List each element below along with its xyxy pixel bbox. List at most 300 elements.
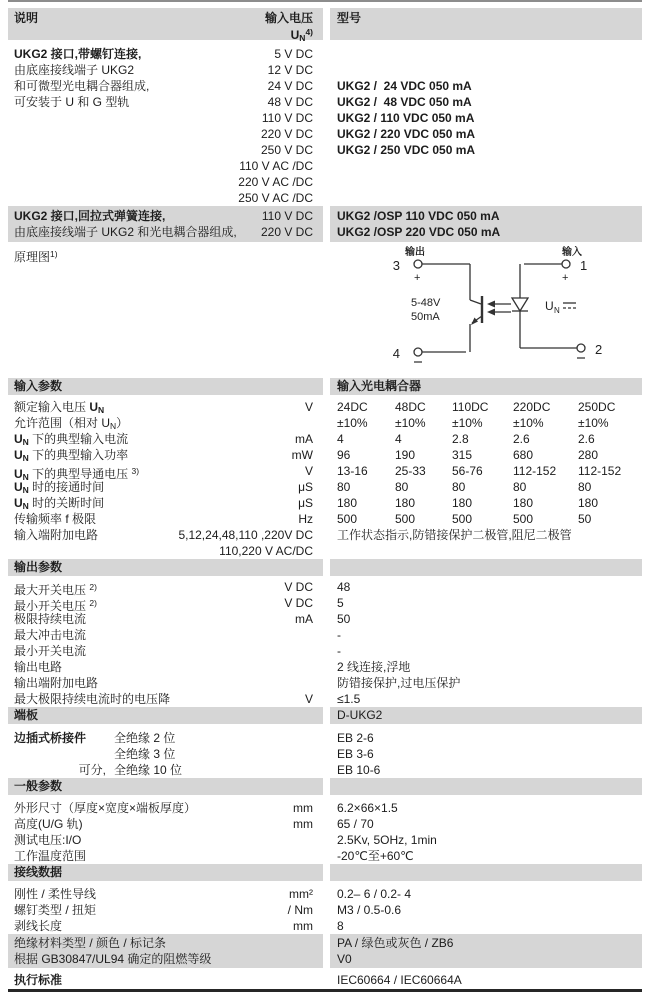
label-segment: U xyxy=(14,496,23,510)
row-right xyxy=(330,848,642,864)
output-params-table xyxy=(8,579,642,707)
insulation-label: 绝缘材料类型 / 颜色 / 标记条 xyxy=(14,936,167,950)
insulation-label: 根据 GB30847/UL94 确定的阻燃等级 xyxy=(14,952,212,966)
model-number: UKG2 /OSP 220 VDC 050 mA xyxy=(337,225,501,239)
label-segment: N xyxy=(98,405,105,415)
spec-label xyxy=(14,447,292,463)
model-number xyxy=(330,46,642,62)
spec-value: 48 xyxy=(337,580,351,594)
product-description: UKG2 接口,带螺钉连接, xyxy=(14,47,142,61)
label-segment: 2) xyxy=(89,598,97,608)
standard-value: IEC60664 / IEC60664A xyxy=(337,973,462,987)
bridge-label: 全绝缘 10 位 xyxy=(114,763,183,777)
spec-unit: / Nm xyxy=(287,903,313,917)
light-arrow-icon xyxy=(487,309,495,316)
row-left xyxy=(8,848,323,864)
spec-value: 280 xyxy=(578,448,599,462)
spec-value: 8 xyxy=(337,919,344,933)
row-left xyxy=(8,511,323,527)
row-right xyxy=(330,659,642,675)
label-segment: 最大冲击电流 xyxy=(14,628,87,642)
row-right xyxy=(330,832,642,848)
spec-value: 2.8 xyxy=(452,432,469,446)
value-grid xyxy=(337,463,642,479)
row-right xyxy=(330,675,642,691)
label-segment: 最大极限持续电流时的电压降 xyxy=(14,692,171,706)
row-left xyxy=(8,543,323,559)
spec-row xyxy=(8,691,642,707)
column-header-model: 型号 xyxy=(337,11,362,25)
label-segment: 最大开关电压 xyxy=(14,583,90,597)
spec-unit: V xyxy=(304,400,313,414)
row-left xyxy=(8,62,323,78)
label-segment: 允许范围（相对 xyxy=(14,416,102,430)
spec-row xyxy=(8,918,642,934)
row-left xyxy=(8,886,323,902)
section-title: 一般参数 xyxy=(8,778,323,795)
section-band-insulation xyxy=(8,934,642,968)
section-title: 输出参数 xyxy=(8,559,323,576)
input-voltage-value: 110 V DC xyxy=(261,209,313,223)
spec-value: ±10% xyxy=(513,416,544,430)
header-left xyxy=(8,8,323,43)
spec-unit: V xyxy=(304,464,313,478)
row-left xyxy=(8,158,323,174)
label-segment: 工作温度范围 xyxy=(14,849,87,863)
osp-row xyxy=(14,208,313,224)
column-header-description: 说明 xyxy=(14,11,39,25)
value-grid xyxy=(337,495,642,511)
terminal-2 xyxy=(577,344,585,352)
spec-label xyxy=(14,527,178,543)
value-grid xyxy=(337,399,642,415)
section-title: 输入参数 xyxy=(8,378,323,395)
spec-unit: mm xyxy=(293,919,313,933)
spec-unit: mm xyxy=(293,817,313,831)
spec-value: 180 xyxy=(578,496,599,510)
rating-voltage: 5-48V xyxy=(411,297,441,309)
spec-label xyxy=(14,479,298,495)
spec-value: 110DC xyxy=(452,400,489,414)
spec-unit: mA xyxy=(295,432,313,446)
label-segment: N xyxy=(110,421,117,431)
spec-unit: 110,220 V AC/DC xyxy=(219,544,313,558)
model-number xyxy=(330,190,642,206)
spec-value: 220DC xyxy=(513,400,551,414)
product-description: 由底座接线端子 UKG2 xyxy=(14,63,135,77)
input-voltage-value: 220 V DC xyxy=(260,225,313,239)
input-voltage-value: 12 V DC xyxy=(267,63,313,77)
model-number: UKG2 / 24 VDC 050 mA xyxy=(337,79,472,93)
spec-value: 112-152 xyxy=(578,464,622,478)
row-left xyxy=(8,126,323,142)
input-voltage-value: 110 V AC /DC xyxy=(239,159,313,173)
row-right xyxy=(330,399,642,415)
row-left xyxy=(8,110,323,126)
input-voltage-value: 24 V DC xyxy=(267,79,313,93)
label-segment: 输入端附加电路 xyxy=(14,528,99,542)
label-segment: 时的接通时间 xyxy=(28,480,105,494)
model-number: UKG2 / 48 VDC 050 mA xyxy=(337,95,472,109)
label-segment: N xyxy=(22,485,29,495)
spec-label xyxy=(14,463,305,482)
spec-row xyxy=(8,800,642,816)
value-grid xyxy=(337,415,642,431)
insulation-value: V0 xyxy=(337,952,352,966)
product-row xyxy=(8,142,642,158)
spec-row xyxy=(8,479,642,495)
spec-unit: 5,12,24,48,110 ,220V DC xyxy=(178,528,313,542)
spec-value: 2 线连接,浮地 xyxy=(337,660,411,674)
label-segment: 刚性 / 柔性导线 xyxy=(14,887,97,901)
bridge-row xyxy=(8,746,642,762)
label-segment: 高度(U/G 轨) xyxy=(14,817,83,831)
label-segment: N xyxy=(22,501,29,511)
section-band-wiring xyxy=(8,864,642,881)
un-subscript: N xyxy=(554,306,560,315)
product-description: 可安装于 U 和 G 型轨 xyxy=(14,95,130,109)
label-segment: N xyxy=(22,472,29,482)
row-left xyxy=(8,78,323,94)
un-symbol: U xyxy=(545,299,554,313)
light-arrow-icon xyxy=(487,301,495,308)
bridge-value: EB 2-6 xyxy=(337,731,374,745)
row-left xyxy=(8,762,323,778)
spec-value: M3 / 0.5-0.6 xyxy=(337,903,402,917)
spec-unit: μS xyxy=(298,496,313,510)
label-segment: 下的典型输入功率 xyxy=(28,448,129,462)
row-right xyxy=(330,579,642,595)
row-left xyxy=(8,431,323,447)
label-segment: N xyxy=(22,453,29,463)
spec-value: 112-152 xyxy=(513,464,557,478)
spec-value: 50 xyxy=(337,612,351,626)
model-number: UKG2 / 220 VDC 050 mA xyxy=(337,127,476,141)
product-table-spring-band xyxy=(8,206,642,242)
spec-label xyxy=(14,832,313,848)
terminal-1-number: 1 xyxy=(580,258,588,273)
row-right xyxy=(330,816,642,832)
row-left xyxy=(8,611,323,627)
label-segment: 外形尺寸（厚度×宽度×端板厚度） xyxy=(14,801,197,815)
table-header-band xyxy=(8,8,642,43)
row-left xyxy=(8,190,323,206)
spec-value: 500 xyxy=(395,512,416,526)
label-segment: 最小开关电流 xyxy=(14,644,87,658)
spec-value: 48DC xyxy=(395,400,426,414)
schematic-diagram xyxy=(325,246,645,374)
bridge-label: 全绝缘 3 位 xyxy=(114,747,176,761)
osp-left xyxy=(8,206,323,242)
label-segment: 下的典型输入电流 xyxy=(28,432,129,446)
spec-value: 25-33 xyxy=(395,464,426,478)
spec-value: 4 xyxy=(337,432,344,446)
spec-row xyxy=(8,579,642,595)
row-left xyxy=(8,832,323,848)
value-grid xyxy=(337,479,642,495)
label-segment: ） xyxy=(116,416,129,430)
row-left xyxy=(8,463,323,482)
insulation-value: PA / 绿色或灰色 / ZB6 xyxy=(337,936,454,950)
spec-row xyxy=(8,643,642,659)
schematic-section xyxy=(8,246,642,376)
label-segment: 3) xyxy=(131,466,140,476)
row-right xyxy=(330,800,642,816)
product-description xyxy=(14,158,239,174)
spec-row xyxy=(8,886,642,902)
spec-value: - xyxy=(337,644,341,658)
spec-row xyxy=(8,675,642,691)
terminal-1 xyxy=(562,260,570,268)
section-right xyxy=(330,864,642,881)
osp-row xyxy=(14,224,313,240)
row-right xyxy=(330,463,642,479)
spec-value: 2.6 xyxy=(513,432,530,446)
row-right xyxy=(330,447,642,463)
product-description xyxy=(14,126,261,142)
bridge-prefix: 可分, xyxy=(78,763,106,777)
spec-value: 50 xyxy=(578,512,592,526)
spec-label xyxy=(14,595,284,611)
row-right xyxy=(330,691,642,707)
spec-value: 680 xyxy=(513,448,534,462)
row-right xyxy=(330,495,642,511)
product-description: UKG2 接口,回拉式弹簧连接, xyxy=(14,209,166,223)
spec-label xyxy=(14,643,313,659)
spec-label xyxy=(14,816,293,832)
label-segment: N xyxy=(22,437,29,447)
header-right xyxy=(330,8,642,40)
spec-value: 96 xyxy=(337,448,351,462)
bridge-prefix: 边插式桥接件 xyxy=(14,731,87,745)
plus-sign: + xyxy=(414,272,421,284)
row-right xyxy=(330,643,642,659)
spec-row xyxy=(8,595,642,611)
input-label: 输入 xyxy=(562,247,582,258)
spec-row xyxy=(8,627,642,643)
spec-value: 2.5Kv, 5OHz, 1min xyxy=(337,833,437,847)
value-grid xyxy=(337,511,642,527)
spec-label xyxy=(14,902,288,918)
spec-value: 工作状态指示,防错接保护二极管,阻尼二极管 xyxy=(337,528,572,542)
standard-row xyxy=(8,973,642,987)
spec-value: 500 xyxy=(513,512,534,526)
output-label: 输出 xyxy=(405,247,425,258)
spec-value: 180 xyxy=(395,496,416,510)
row-right xyxy=(330,595,642,611)
spec-value: 4 xyxy=(395,432,402,446)
spec-value: -20℃至+60℃ xyxy=(337,849,414,863)
row-right xyxy=(330,627,642,643)
spec-value: 0.2– 6 / 0.2- 4 xyxy=(337,887,412,901)
row-left xyxy=(8,730,323,746)
spec-row xyxy=(8,399,642,415)
spec-row xyxy=(8,431,642,447)
spec-row xyxy=(8,816,642,832)
spec-unit: V xyxy=(304,692,313,706)
spec-value: 65 / 70 xyxy=(337,817,374,831)
spec-value: ±10% xyxy=(337,416,368,430)
row-left xyxy=(8,399,323,415)
schematic-label: 原理图$^{1)}$ xyxy=(14,249,58,264)
input-voltage-value: 250 V DC xyxy=(260,143,313,157)
spec-label xyxy=(14,431,295,447)
spec-row xyxy=(8,659,642,675)
product-description xyxy=(14,142,261,158)
section-right xyxy=(330,559,642,576)
section-title: 端板 xyxy=(8,707,323,724)
section-band-output-params xyxy=(8,559,642,576)
spec-value: 190 xyxy=(395,448,416,462)
emitter-arrow-icon xyxy=(471,318,478,326)
label-segment: U xyxy=(14,448,23,462)
insulation-right xyxy=(330,934,642,968)
label-segment: U xyxy=(14,480,23,494)
product-row xyxy=(8,126,642,142)
spec-label xyxy=(14,886,289,902)
spec-label xyxy=(14,691,305,707)
row-left xyxy=(8,643,323,659)
product-description xyxy=(14,190,238,206)
spec-label xyxy=(14,543,219,559)
label-segment: U xyxy=(101,416,111,430)
row-left xyxy=(8,595,323,611)
spec-value: ±10% xyxy=(452,416,483,430)
section-right xyxy=(330,778,642,795)
terminal-2-number: 2 xyxy=(595,342,603,357)
label-segment: 测试电压:I/O xyxy=(14,833,82,847)
model-number xyxy=(330,158,642,174)
label-segment: 输出电路 xyxy=(14,660,63,674)
label-segment: U xyxy=(89,400,99,414)
spec-row xyxy=(8,447,642,463)
spec-value: 500 xyxy=(452,512,473,526)
product-description xyxy=(14,110,262,126)
row-left xyxy=(8,447,323,463)
spec-value: 500 xyxy=(337,512,358,526)
bridge-table xyxy=(8,730,642,778)
bridge-prefix xyxy=(14,746,114,762)
product-row xyxy=(8,94,642,110)
bridge-label: 全绝缘 2 位 xyxy=(114,731,176,745)
row-left xyxy=(8,174,323,190)
spec-unit: V DC xyxy=(284,580,313,594)
label-segment: 传输频率 f 极限 xyxy=(14,512,97,526)
terminal-4-number: 4 xyxy=(392,346,400,361)
row-right xyxy=(330,431,642,447)
row-left xyxy=(8,415,323,431)
terminal-3 xyxy=(414,260,422,268)
spec-row xyxy=(8,543,642,559)
spec-row xyxy=(8,902,642,918)
spec-value: 5 xyxy=(337,596,344,610)
spec-unit: mm xyxy=(293,801,313,815)
spec-value: 2.6 xyxy=(578,432,595,446)
row-left xyxy=(8,746,323,762)
spec-value: 80 xyxy=(452,480,466,494)
input-params-table xyxy=(8,399,642,559)
bridge-row xyxy=(8,730,642,746)
row-left xyxy=(8,800,323,816)
model-number: UKG2 /OSP 110 VDC 050 mA xyxy=(337,209,500,223)
row-right xyxy=(330,527,642,543)
row-right xyxy=(330,918,642,934)
wiring-data-table xyxy=(8,886,642,934)
spec-unit: mm² xyxy=(289,887,313,901)
standard-label: 执行标准 xyxy=(14,973,63,987)
spec-value: 防错接保护,过电压保护 xyxy=(337,676,461,690)
label-segment: 下的典型导通电压 xyxy=(28,467,132,481)
product-row xyxy=(8,46,642,62)
bridge-value: EB 3-6 xyxy=(337,747,374,761)
value-grid xyxy=(337,447,642,463)
model-number: UKG2 / 110 VDC 050 mA xyxy=(337,111,475,125)
spec-row xyxy=(8,611,642,627)
bridge-value: EB 10-6 xyxy=(337,763,381,777)
model-number: UKG2 / 250 VDC 050 mA xyxy=(337,143,476,157)
row-left xyxy=(8,579,323,595)
spec-row xyxy=(8,848,642,864)
spec-value: 80 xyxy=(513,480,527,494)
label-segment: U xyxy=(14,467,23,481)
top-rule xyxy=(8,0,642,2)
row-left xyxy=(8,479,323,495)
spec-unit: mA xyxy=(295,612,313,626)
row-left xyxy=(8,46,323,62)
input-voltage-value: 250 V AC /DC xyxy=(238,191,313,205)
model-number xyxy=(330,174,642,190)
section-band-general xyxy=(8,778,642,795)
terminal-4 xyxy=(414,348,422,356)
spec-row xyxy=(8,415,642,431)
row-left xyxy=(8,675,323,691)
row-left xyxy=(8,659,323,675)
row-left xyxy=(8,627,323,643)
spec-label xyxy=(14,659,313,675)
spec-label xyxy=(14,675,313,691)
row-left xyxy=(8,495,323,511)
value-grid xyxy=(337,431,642,447)
spec-value: 180 xyxy=(452,496,473,510)
spec-value: 56-76 xyxy=(452,464,483,478)
terminal-3-number: 3 xyxy=(392,258,400,273)
row-left xyxy=(8,816,323,832)
spec-row xyxy=(8,511,642,527)
rating-current: 50mA xyxy=(411,311,440,323)
row-right xyxy=(330,611,642,627)
column-header-input-voltage: 输入电压 $U_N^{4)}$ xyxy=(264,11,313,43)
label-segment: 额定输入电压 xyxy=(14,400,90,414)
product-row xyxy=(8,78,642,94)
spec-value: 180 xyxy=(513,496,534,510)
spec-label xyxy=(14,415,313,431)
spec-unit: μS xyxy=(298,480,313,494)
product-table-screw xyxy=(8,46,642,206)
row-left xyxy=(8,142,323,158)
label-segment: U xyxy=(14,432,23,446)
product-row xyxy=(8,110,642,126)
row-left xyxy=(8,902,323,918)
section-title: 接线数据 xyxy=(8,864,323,881)
spec-unit: Hz xyxy=(298,512,313,526)
osp-right xyxy=(330,206,642,242)
row-right xyxy=(330,511,642,527)
product-row xyxy=(8,62,642,78)
row-right xyxy=(330,886,642,902)
input-voltage-value: 5 V DC xyxy=(274,47,313,61)
row-left xyxy=(8,691,323,707)
spec-label xyxy=(14,511,298,527)
